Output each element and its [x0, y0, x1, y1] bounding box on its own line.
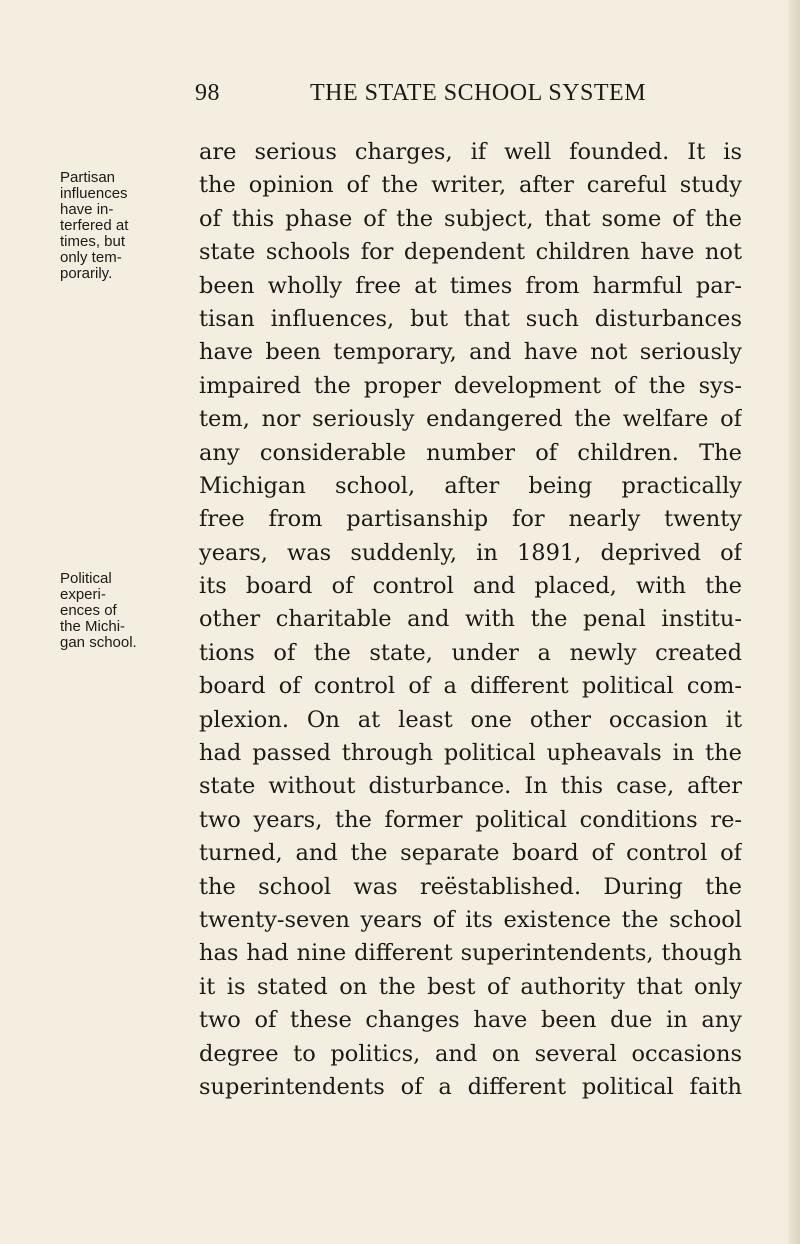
- text-line: tem, nor seriously endangered the welfare of: [199, 406, 742, 433]
- sidenote-partisan-influences: [60, 170, 190, 282]
- text-line: the school was reëstablished. During the: [199, 873, 742, 900]
- sidenote-line: terfered at: [60, 217, 129, 234]
- text-line: has had nine different superintendents, though: [199, 940, 742, 967]
- text-line: been wholly free at times from harmful par-: [199, 272, 742, 299]
- sidenote-line: only tem-: [60, 249, 122, 266]
- text-line: any considerable number of children. The: [199, 439, 742, 466]
- text-line: turned, and the separate board of control of: [199, 840, 742, 867]
- sidenote-line: Partisan: [60, 169, 116, 186]
- text-line: had passed through political upheavals in the: [199, 740, 742, 767]
- text-line: superintendents of a different political faith: [199, 1073, 742, 1100]
- text-line: Michigan school, after being practically: [199, 472, 742, 499]
- body-text: [199, 136, 742, 1104]
- sidenote-political-experiences: [60, 571, 190, 651]
- text-line: state without disturbance. In this case, after: [199, 773, 742, 800]
- text-line: its board of control and placed, with the: [199, 573, 742, 600]
- text-line: twenty-seven years of its existence the school: [199, 906, 742, 933]
- text-line: it is stated on the best of authority that only: [199, 973, 742, 1000]
- sidenote-line: porarily.: [60, 265, 113, 282]
- page-header: [195, 80, 755, 114]
- text-line: degree to politics, and on several occasions: [199, 1040, 742, 1067]
- text-line: of this phase of the subject, that some of the: [199, 205, 742, 232]
- text-line: are serious charges, if well founded. It is: [199, 139, 742, 165]
- text-line: two of these changes have been due in any: [199, 1007, 742, 1034]
- sidenote-line: ences of: [60, 602, 117, 619]
- sidenote-line: gan school.: [60, 634, 137, 651]
- text-line: the opinion of the writer, after careful study: [199, 172, 742, 199]
- sidenote-line: have in-: [60, 201, 114, 218]
- text-line: have been temporary, and have not seriously: [199, 339, 742, 366]
- running-head: THE STATE SCHOOL SYSTEM: [310, 80, 647, 106]
- page-edge: [788, 0, 800, 1244]
- text-line: impaired the proper development of the sys-: [199, 372, 742, 399]
- sidenote-line: times, but: [60, 233, 126, 250]
- sidenote-line: Political: [60, 570, 112, 587]
- text-line: tisan influences, but that such disturbances: [199, 305, 742, 332]
- text-line: years, was suddenly, in 1891, deprived of: [199, 539, 742, 566]
- sidenote-line: the Michi-: [60, 618, 126, 635]
- text-line: plexion. On at least one other occasion it: [199, 706, 742, 733]
- sidenote-line: experi-: [60, 586, 106, 603]
- sidenote-line: influences: [60, 185, 128, 202]
- page-number: 98: [195, 80, 220, 106]
- text-line: two years, the former political conditions re-: [199, 806, 742, 833]
- text-line: free from partisanship for nearly twenty: [199, 506, 742, 533]
- text-line: state schools for dependent children have not: [199, 239, 742, 266]
- text-line: tions of the state, under a newly created: [199, 639, 742, 666]
- text-line: other charitable and with the penal institu-: [199, 606, 742, 633]
- text-line: board of control of a different political com-: [199, 673, 742, 700]
